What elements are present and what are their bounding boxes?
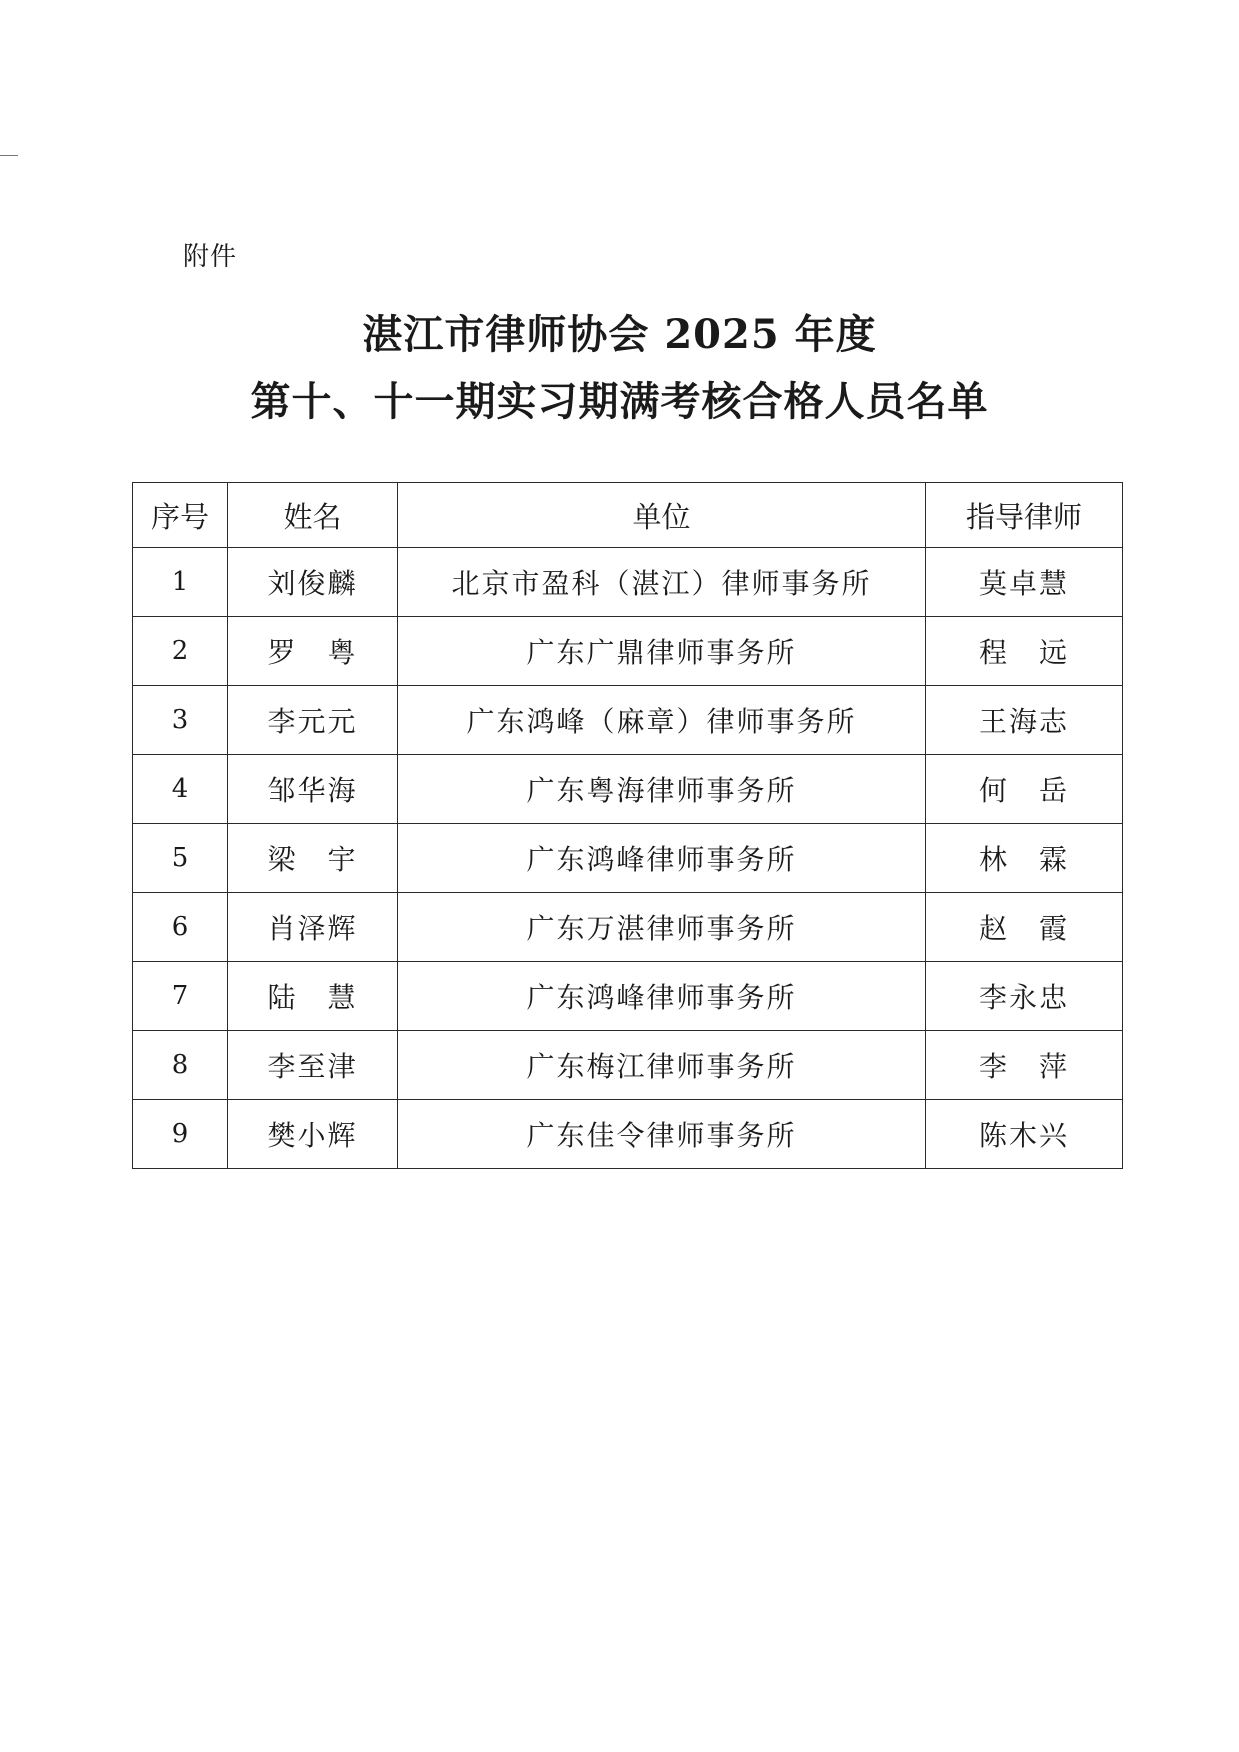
margin-mark bbox=[0, 155, 18, 156]
header-name: 姓名 bbox=[228, 483, 398, 548]
cell-name: 陆 慧 bbox=[228, 962, 398, 1031]
roster-table bbox=[132, 482, 1123, 1169]
cell-mentor: 林 霖 bbox=[926, 824, 1123, 893]
table-row bbox=[133, 824, 1123, 893]
cell-seq: 5 bbox=[133, 824, 228, 893]
cell-unit: 广东梅江律师事务所 bbox=[398, 1031, 926, 1100]
cell-name: 罗 粤 bbox=[228, 617, 398, 686]
cell-mentor: 莫卓慧 bbox=[926, 548, 1123, 617]
cell-name: 梁 宇 bbox=[228, 824, 398, 893]
attachment-label: 附件 bbox=[183, 242, 238, 272]
document-title-line-1: 湛江市律师协会 2025 年度 bbox=[362, 311, 877, 358]
cell-name: 邹华海 bbox=[228, 755, 398, 824]
cell-unit: 广东粤海律师事务所 bbox=[398, 755, 926, 824]
table-row bbox=[133, 893, 1123, 962]
cell-unit: 广东万湛律师事务所 bbox=[398, 893, 926, 962]
table-row bbox=[133, 1100, 1123, 1169]
cell-unit: 北京市盈科（湛江）律师事务所 bbox=[398, 548, 926, 617]
table-row bbox=[133, 617, 1123, 686]
cell-mentor: 陈木兴 bbox=[926, 1100, 1123, 1169]
cell-mentor: 李 萍 bbox=[926, 1031, 1123, 1100]
cell-name: 刘俊麟 bbox=[228, 548, 398, 617]
cell-unit: 广东广鼎律师事务所 bbox=[398, 617, 926, 686]
cell-unit: 广东鸿峰（麻章）律师事务所 bbox=[398, 686, 926, 755]
cell-mentor: 何 岳 bbox=[926, 755, 1123, 824]
cell-seq: 8 bbox=[133, 1031, 228, 1100]
cell-seq: 4 bbox=[133, 755, 228, 824]
cell-seq: 2 bbox=[133, 617, 228, 686]
cell-seq: 7 bbox=[133, 962, 228, 1031]
table-row bbox=[133, 1031, 1123, 1100]
cell-name: 李至津 bbox=[228, 1031, 398, 1100]
table-row bbox=[133, 686, 1123, 755]
cell-name: 樊小辉 bbox=[228, 1100, 398, 1169]
cell-name: 李元元 bbox=[228, 686, 398, 755]
table-row bbox=[133, 548, 1123, 617]
table-header-row bbox=[133, 483, 1123, 548]
cell-mentor: 王海志 bbox=[926, 686, 1123, 755]
cell-mentor: 程 远 bbox=[926, 617, 1123, 686]
header-unit: 单位 bbox=[398, 483, 926, 548]
cell-seq: 6 bbox=[133, 893, 228, 962]
table-row bbox=[133, 962, 1123, 1031]
cell-unit: 广东鸿峰律师事务所 bbox=[398, 962, 926, 1031]
cell-seq: 3 bbox=[133, 686, 228, 755]
table-row bbox=[133, 755, 1123, 824]
document-title-line-2: 第十、十一期实习期满考核合格人员名单 bbox=[250, 378, 989, 425]
header-seq: 序号 bbox=[133, 483, 228, 548]
header-mentor: 指导律师 bbox=[926, 483, 1123, 548]
cell-mentor: 赵 霞 bbox=[926, 893, 1123, 962]
cell-seq: 9 bbox=[133, 1100, 228, 1169]
cell-mentor: 李永忠 bbox=[926, 962, 1123, 1031]
cell-unit: 广东鸿峰律师事务所 bbox=[398, 824, 926, 893]
cell-seq: 1 bbox=[133, 548, 228, 617]
cell-unit: 广东佳令律师事务所 bbox=[398, 1100, 926, 1169]
cell-name: 肖泽辉 bbox=[228, 893, 398, 962]
